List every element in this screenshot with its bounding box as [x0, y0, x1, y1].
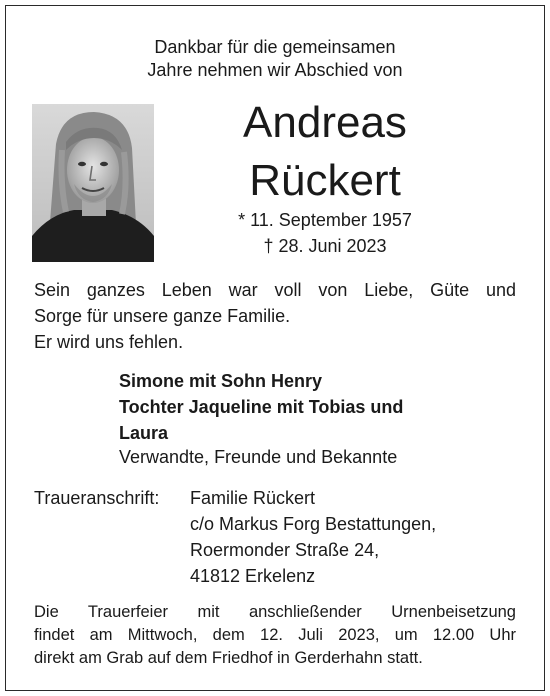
verse-line-1: Sein ganzes Leben war voll von Liebe, Güte und	[34, 280, 516, 300]
notice-line-1: Die Trauerfeier mit anschließender Urnenbeisetzung	[34, 603, 516, 621]
address-line-4: 41812 Erkelenz	[190, 566, 316, 586]
intro-line-2: Jahre nehmen wir Abschied von	[147, 60, 403, 80]
death-date: † 28. Juni 2023	[263, 236, 387, 256]
deceased-last-name: Rückert	[249, 156, 401, 205]
notice-line-2: findet am Mittwoch, dem 12. Juli 2023, um 12.00 Uhr	[34, 626, 516, 644]
portrait-photo	[32, 104, 154, 262]
address-line-3: Roermonder Straße 24,	[190, 540, 380, 560]
birth-date: * 11. September 1957	[238, 210, 412, 230]
deceased-first-name: Andreas	[243, 98, 407, 147]
intro-line-1: Dankbar für die gemeinsamen	[154, 37, 396, 57]
mourner-line-3: Laura	[119, 423, 169, 443]
address-line-2: c/o Markus Forg Bestattungen,	[190, 514, 437, 534]
address-line-1: Familie Rückert	[190, 488, 316, 508]
address-label: Traueranschrift:	[34, 488, 160, 508]
verse-line-2: Sorge für unsere ganze Familie.	[34, 306, 291, 326]
mourner-line-1: Simone mit Sohn Henry	[119, 371, 323, 391]
notice-line-3: direkt am Grab auf dem Friedhof in Gerderhahn statt.	[34, 649, 423, 667]
mourner-line-4: Verwandte, Freunde und Bekannte	[119, 447, 398, 467]
mourner-line-2: Tochter Jaqueline mit Tobias und	[119, 397, 404, 417]
verse-line-3: Er wird uns fehlen.	[34, 332, 184, 352]
